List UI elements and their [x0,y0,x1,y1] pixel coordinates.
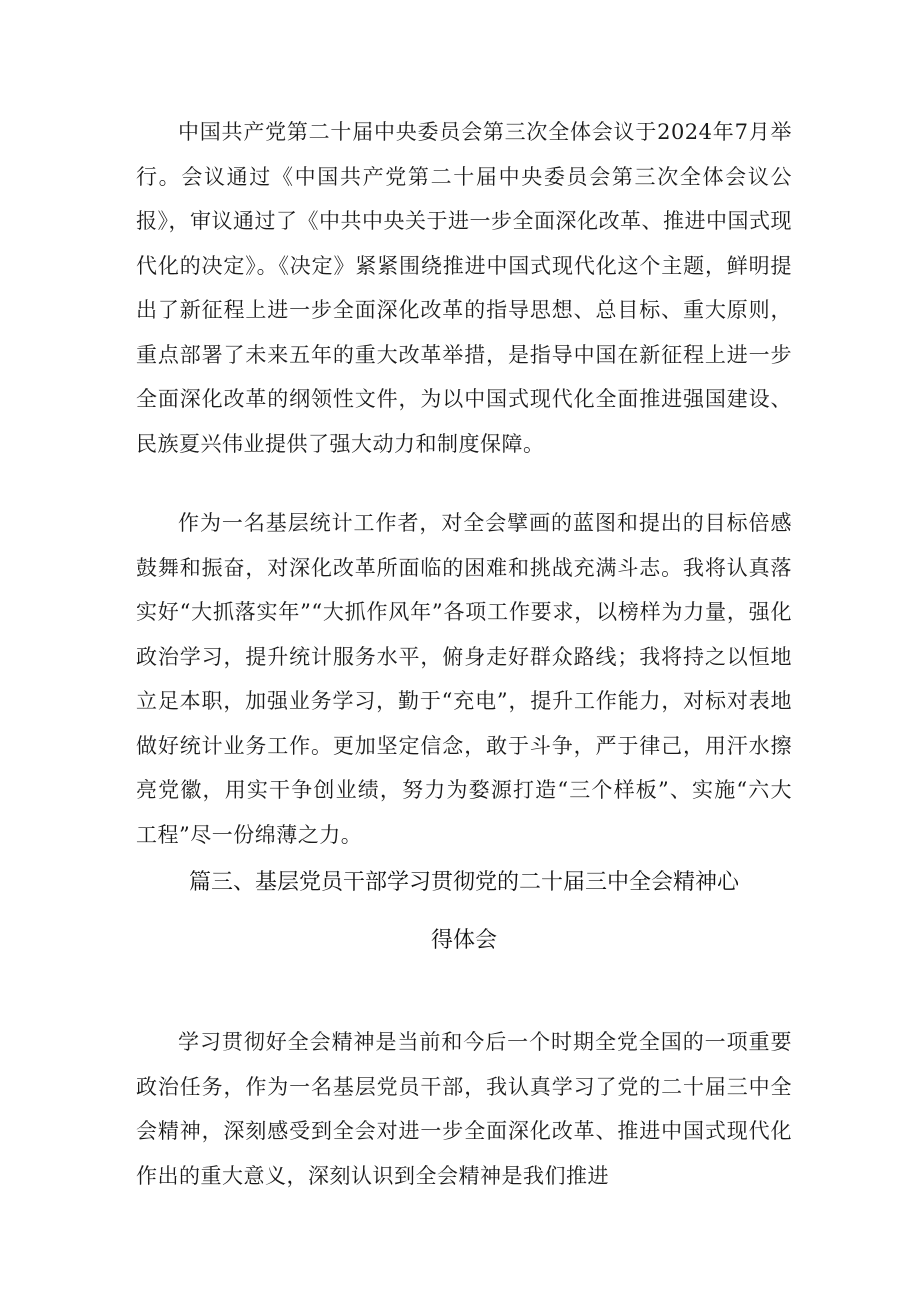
section-heading-line-2: 得体会 [430,928,497,953]
section-heading-line-1: 篇三、基层党员干部学习贯彻党的二十届三中全会精神心 [188,870,739,895]
paragraph-2: 作为一名基层统计工作者，对全会擘画的蓝图和提出的目标倍感鼓舞和振奋，对深化改革所面临的困难和挑战充满斗志。我将认真落实好“大抓落实年”“大抓作风年”各项工作要求，以榜样为力量，强化政治学习，提升统计服务水平，俯身走好群众路线；我将持之以恒地立足本职，加强业务学习，勤于“充电”，提升工作能力，对标对表地做好统计业务工作。更加坚定信念，敢于斗争，严于律己，用汗水擦亮党徽，用实干争创业绩，努力为婺源打造“三个样板”、实施“六大工程”尽一份绵薄之力。 [136,511,792,847]
paragraph-3: 学习贯彻好全会精神是当前和今后一个时期全党全国的一项重要政治任务，作为一名基层党员干部，我认真学习了党的二十届三中全会精神，深刻感受到全会对进一步全面深化改革、推进中国式现代化作出的重大意义，深刻认识到全会精神是我们推进 [136,1030,792,1188]
paragraph-1: 中国共产党第二十届中央委员会第三次全体会议于2024年7月举行。会议通过《中国共产党第二十届中央委员会第三次全体会议公报》，审议通过了《中共中央关于进一步全面深化改革、推进中国式现代化的决定》。《决定》紧紧围绕推进中国式现代化这个主题，鲜明提出了新征程上进一步全面深化改革的指导思想、总目标、重大原则，重点部署了未来五年的重大改革举措，是指导中国在新征程上进一步全面深化改革的纲领性文件，为以中国式现代化全面推进强国建设、民族夏兴伟业提供了强大动力和制度保障。 [136,120,792,456]
